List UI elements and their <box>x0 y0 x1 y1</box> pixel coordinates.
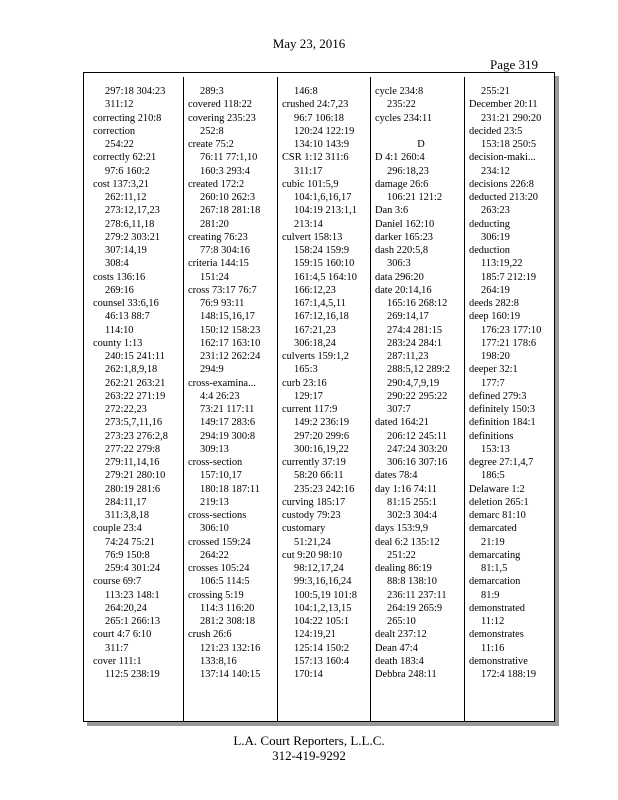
index-page-refs: 306:18,24 <box>294 337 336 349</box>
index-entry: death 183:4 <box>375 655 424 667</box>
index-page-refs: 306:3 <box>387 258 411 270</box>
index-entry: dated 164:21 <box>375 417 429 429</box>
index-page-refs: 172:4 188:19 <box>481 669 537 680</box>
index-page-refs: 264:20,24 <box>105 602 147 614</box>
index-page-refs: 267:18 281:18 <box>200 205 261 217</box>
index-page-refs: 104:22 105:1 <box>294 616 350 627</box>
index-page-refs: 165:16 268:12 <box>387 298 448 309</box>
index-entry: deducted 213:20 <box>469 192 538 203</box>
index-entry: decision-maki... <box>469 152 536 164</box>
index-entry: counsel 33:6,16 <box>93 298 159 309</box>
index-page-refs: 274:4 281:15 <box>387 324 443 336</box>
index-page-refs: 124:19,21 <box>294 629 336 641</box>
index-page-refs: 287:11,23 <box>387 351 429 362</box>
index-entry: deal 6:2 135:12 <box>375 536 440 548</box>
index-page-refs: 180:18 187:11 <box>200 483 260 495</box>
index-page-refs: 77:8 304:16 <box>200 245 250 256</box>
index-entry: days 153:9,9 <box>375 523 429 535</box>
index-page-refs: 255:21 <box>481 86 510 97</box>
index-entry: Dan 3:6 <box>375 205 409 217</box>
index-entry: demonstrative <box>469 655 528 667</box>
index-page-refs: 46:13 88:7 <box>105 311 150 323</box>
index-page-refs: 148:15,16,17 <box>200 311 255 323</box>
index-page-refs: 150:12 158:23 <box>200 324 261 336</box>
index-page-refs: 283:24 284:1 <box>387 337 443 349</box>
index-entry: correctly 62:21 <box>93 152 157 164</box>
index-page-refs: 186:5 <box>481 470 505 482</box>
index-column-2 <box>188 85 280 721</box>
index-entry: cover 111:1 <box>93 655 142 667</box>
index-page-refs: 311:3,8,18 <box>105 510 150 521</box>
index-page-refs: 300:16,19,22 <box>294 443 349 455</box>
index-entry: demonstrates <box>469 629 524 641</box>
index-box <box>83 72 555 722</box>
deposition-date: May 23, 2016 <box>272 36 346 51</box>
index-page-refs: 297:20 299:6 <box>294 430 350 442</box>
index-page-refs: 297:18 304:23 <box>105 86 166 97</box>
index-entry: Delaware 1:2 <box>469 483 525 495</box>
index-page-refs: 81:15 255:1 <box>387 496 437 508</box>
index-entry: deduction <box>469 245 510 256</box>
index-page-refs: 157:10,17 <box>200 470 242 482</box>
index-page-refs: 167:12,16,18 <box>294 311 349 323</box>
index-page-refs: 307:7 <box>387 404 411 415</box>
page-number: Page 319 <box>489 57 538 72</box>
index-page-refs: 279:11,14,16 <box>105 457 160 468</box>
index-entry: crush 26:6 <box>188 629 232 641</box>
index-page-refs: 264:22 <box>200 549 229 561</box>
index-page-refs: 265:1 266:13 <box>105 616 161 627</box>
index-entry: culverts 159:1,2 <box>282 351 349 362</box>
index-page-refs: 272:22,23 <box>105 404 147 415</box>
index-page-refs: 273:12,17,23 <box>105 205 160 217</box>
index-entry: CSR 1:12 311:6 <box>282 152 349 164</box>
index-entry: demonstrated <box>469 602 525 614</box>
index-entry: correction <box>93 125 136 137</box>
index-page-refs: 311:17 <box>294 165 323 177</box>
index-page-refs: 104:1,2,13,15 <box>294 602 352 614</box>
index-entry: decided 23:5 <box>469 125 523 137</box>
index-page-refs: 133:8,16 <box>200 655 237 667</box>
index-section-letter: D <box>417 139 425 150</box>
index-entry: deep 160:19 <box>469 311 521 323</box>
index-page-refs: 4:4 26:23 <box>200 390 240 402</box>
index-page-refs: 106:5 114:5 <box>200 576 250 588</box>
index-page-refs: 235:23 242:16 <box>294 483 355 495</box>
index-page-refs: 161:4,5 164:10 <box>294 271 357 283</box>
index-page-refs: 21:19 <box>481 536 505 548</box>
index-page-refs: 262:1,8,9,18 <box>105 364 158 376</box>
index-entry: crushed 24:7,23 <box>282 99 349 111</box>
index-entry: crosses 105:24 <box>188 563 250 574</box>
index-entry: create 75:2 <box>188 139 234 150</box>
index-entry: demarcating <box>469 549 521 561</box>
index-page-refs: 137:14 140:15 <box>200 669 261 680</box>
index-page-refs: 288:5,12 289:2 <box>387 364 450 376</box>
index-entry: decisions 226:8 <box>469 178 534 190</box>
index-entry: deletion 265:1 <box>469 496 529 508</box>
index-page-refs: 235:22 <box>387 99 416 111</box>
index-page-refs: 160:3 293:4 <box>200 165 250 177</box>
index-entry: cubic 101:5,9 <box>282 178 339 190</box>
index-page-refs: 273:23 276:2,8 <box>105 430 168 442</box>
index-page-refs: 309:13 <box>200 443 229 455</box>
index-entry: damage 26:6 <box>375 178 429 190</box>
index-page-refs: 263:22 271:19 <box>105 390 166 402</box>
index-page-refs: 236:11 237:11 <box>387 589 447 601</box>
index-page-refs: 262:21 263:21 <box>105 377 166 389</box>
index-page-refs: 104:19 213:1,1 <box>294 205 357 217</box>
index-column-3 <box>282 85 374 721</box>
index-entry: cost 137:3,21 <box>93 178 149 190</box>
index-page-refs: 306:10 <box>200 523 229 535</box>
index-page-refs: 206:12 245:11 <box>387 430 447 442</box>
index-entry: cross-examina... <box>188 377 256 389</box>
index-page-refs: 121:23 132:16 <box>200 642 261 654</box>
index-page-refs: 134:10 143:9 <box>294 139 350 150</box>
index-entry: darker 165:23 <box>375 231 433 243</box>
index-page-refs: 170:14 <box>294 669 323 680</box>
index-entry: D 4:1 260:4 <box>375 152 425 164</box>
index-entry: cycle 234:8 <box>375 86 424 97</box>
index-entry: degree 27:1,4,7 <box>469 457 534 468</box>
index-page-refs: 277:22 279:8 <box>105 443 161 455</box>
index-page-refs: 281:20 <box>200 218 229 230</box>
index-entry: county 1:13 <box>93 337 143 349</box>
index-page-refs: 114:10 <box>105 324 134 336</box>
index-page-refs: 306:16 307:16 <box>387 457 448 468</box>
index-page-refs: 76:11 77:1,10 <box>200 152 258 164</box>
index-page-refs: 290:22 295:22 <box>387 390 448 402</box>
index-page-refs: 167:21,23 <box>294 324 336 336</box>
index-entry: definitely 150:3 <box>469 404 536 415</box>
index-entry: created 172:2 <box>188 178 245 190</box>
index-page-refs: 264:19 <box>481 284 510 296</box>
index-entry: Daniel 162:10 <box>375 218 435 230</box>
index-page-refs: 234:12 <box>481 165 510 177</box>
index-entry: definitions <box>469 430 514 442</box>
index-page-refs: 11:16 <box>481 642 505 654</box>
index-entry: deeper 32:1 <box>469 364 518 376</box>
index-entry: correcting 210:8 <box>93 112 162 124</box>
index-page-refs: 11:12 <box>481 616 505 627</box>
index-entry: dealt 237:12 <box>375 629 427 641</box>
index-page-refs: 265:10 <box>387 616 416 627</box>
index-entry: criteria 144:15 <box>188 258 249 270</box>
index-page-refs: 149:2 236:19 <box>294 417 350 429</box>
index-page-refs: 104:1,6,16,17 <box>294 192 352 203</box>
index-entry: cross 73:17 76:7 <box>188 284 257 296</box>
index-entry: date 20:14,16 <box>375 284 432 296</box>
index-entry: December 20:11 <box>469 99 538 111</box>
index-entry: demarcation <box>469 576 521 588</box>
index-page-refs: 269:14,17 <box>387 311 429 323</box>
index-entry: Dean 47:4 <box>375 642 418 654</box>
index-page-refs: 112:5 238:19 <box>105 669 160 680</box>
index-page-refs: 252:8 <box>200 125 224 137</box>
index-entry: covered 118:22 <box>188 99 252 111</box>
index-entry: couple 23:4 <box>93 523 142 535</box>
index-page-refs: 263:23 <box>481 205 510 217</box>
index-entry: currently 37:19 <box>282 457 346 468</box>
index-entry: cut 9:20 98:10 <box>282 549 343 561</box>
index-page-refs: 289:3 <box>200 86 224 97</box>
index-page-refs: 158:24 159:9 <box>294 245 350 256</box>
index-page-refs: 120:24 122:19 <box>294 125 355 137</box>
index-entry: custody 79:23 <box>282 510 341 521</box>
index-page-refs: 251:22 <box>387 549 416 561</box>
index-entry: creating 76:23 <box>188 231 248 243</box>
index-page-refs: 281:2 308:18 <box>200 616 256 627</box>
index-page-refs: 129:17 <box>294 390 323 402</box>
index-page-refs: 231:21 290:20 <box>481 112 542 124</box>
index-page-refs: 294:19 300:8 <box>200 430 256 442</box>
index-entry: day 1:16 74:11 <box>375 483 437 495</box>
index-page-refs: 278:6,11,18 <box>105 218 155 230</box>
index-entry: demarcated <box>469 523 517 535</box>
index-page-refs: 280:19 281:6 <box>105 483 161 495</box>
index-page-refs: 167:1,4,5,11 <box>294 298 346 309</box>
index-page-refs: 306:19 <box>481 231 510 243</box>
index-page-refs: 100:5,19 101:8 <box>294 589 357 601</box>
index-page-refs: 247:24 303:20 <box>387 443 448 455</box>
reporter-phone: 312-419-9292 <box>272 748 346 763</box>
index-page-refs: 166:12,23 <box>294 284 336 296</box>
index-page-refs: 219:13 <box>200 496 229 508</box>
index-page-refs: 114:3 116:20 <box>200 602 255 614</box>
index-page-refs: 58:20 66:11 <box>294 470 344 482</box>
index-page-refs: 185:7 212:19 <box>481 271 537 283</box>
index-page-refs: 73:21 117:11 <box>200 404 255 415</box>
index-page-refs: 146:8 <box>294 86 318 97</box>
index-page-refs: 264:19 265:9 <box>387 602 443 614</box>
index-page-refs: 311:12 <box>105 99 134 111</box>
index-page-refs: 165:3 <box>294 364 318 376</box>
index-page-refs: 311:7 <box>105 642 129 654</box>
index-page-refs: 213:14 <box>294 218 323 230</box>
index-page-refs: 76:9 150:8 <box>105 549 150 561</box>
index-page-refs: 294:9 <box>200 364 224 376</box>
index-page-refs: 51:21,24 <box>294 536 331 548</box>
index-page-refs: 125:14 150:2 <box>294 642 350 654</box>
index-entry: deeds 282:8 <box>469 298 519 309</box>
index-page-refs: 177:7 <box>481 377 505 389</box>
index-page-refs: 254:22 <box>105 139 134 150</box>
index-page-refs: 149:17 283:6 <box>200 417 256 429</box>
index-page-refs: 308:4 <box>105 258 129 270</box>
index-entry: defined 279:3 <box>469 390 527 402</box>
index-page-refs: 113:19,22 <box>481 258 523 270</box>
index-entry: court 4:7 6:10 <box>93 629 152 641</box>
index-page-refs: 290:4,7,9,19 <box>387 377 440 389</box>
index-page-refs: 279:2 303:21 <box>105 231 161 243</box>
index-entry: data 296:20 <box>375 271 424 283</box>
index-page-refs: 98:12,17,24 <box>294 563 344 574</box>
index-entry: dash 220:5,8 <box>375 245 429 256</box>
index-page-refs: 284:11,17 <box>105 496 147 508</box>
index-page-refs: 296:18,23 <box>387 165 429 177</box>
index-page-refs: 177:21 178:6 <box>481 337 537 349</box>
index-page-refs: 157:13 160:4 <box>294 655 350 667</box>
index-page-refs: 151:24 <box>200 271 229 283</box>
index-page-refs: 262:11,12 <box>105 192 147 203</box>
index-page-refs: 153:13 <box>481 443 510 455</box>
index-entry <box>375 125 467 138</box>
index-page-refs: 153:18 250:5 <box>481 139 537 150</box>
index-page-refs: 106:21 121:2 <box>387 192 443 203</box>
index-page-refs: 97:6 160:2 <box>105 165 150 177</box>
index-page-refs: 113:23 148:1 <box>105 589 160 601</box>
index-entry: deducting <box>469 218 510 230</box>
index-page-refs: 74:24 75:21 <box>105 536 155 548</box>
index-page-refs: 231:12 262:24 <box>200 351 261 362</box>
index-entry: course 69:7 <box>93 576 142 588</box>
index-page-refs: 240:15 241:11 <box>105 351 165 362</box>
index-entry: current 117:9 <box>282 404 338 415</box>
index-entry: culvert 158:13 <box>282 231 343 243</box>
index-page-refs: 302:3 304:4 <box>387 510 437 521</box>
index-entry: demarc 81:10 <box>469 510 526 521</box>
index-page-refs: 76:9 93:11 <box>200 298 245 309</box>
index-entry: costs 136:16 <box>93 271 146 283</box>
index-entry: covering 235:23 <box>188 112 256 124</box>
index-entry: crossing 5:19 <box>188 589 244 601</box>
index-entry: cycles 234:11 <box>375 112 433 124</box>
index-column-4 <box>375 85 467 721</box>
index-page-refs: 81:1,5 <box>481 563 508 574</box>
index-column-5 <box>469 85 561 721</box>
index-entry: dealing 86:19 <box>375 563 432 574</box>
index-entry: cross-section <box>188 457 243 468</box>
index-column-1 <box>93 85 185 721</box>
index-entry: customary <box>282 523 326 535</box>
index-page-refs: 269:16 <box>105 284 134 296</box>
index-entry: curb 23:16 <box>282 377 327 389</box>
index-page-refs: 307:14,19 <box>105 245 147 256</box>
index-page-refs: 99:3,16,16,24 <box>294 576 352 588</box>
index-entry: dates 78:4 <box>375 470 418 482</box>
index-entry: Debbra 248:11 <box>375 669 437 680</box>
index-page-refs: 88:8 138:10 <box>387 576 437 588</box>
reporter-company: L.A. Court Reporters, L.L.C. <box>233 733 385 748</box>
index-page-refs: 273:5,7,11,16 <box>105 417 163 429</box>
index-page-refs: 259:4 301:24 <box>105 563 161 574</box>
index-entry: definition 184:1 <box>469 417 536 429</box>
index-page-refs: 260:10 262:3 <box>200 192 256 203</box>
index-page-refs: 279:21 280:10 <box>105 470 166 482</box>
index-page-refs: 159:15 160:10 <box>294 258 355 270</box>
index-page-refs: 176:23 177:10 <box>481 324 542 336</box>
index-entry: curving 185:17 <box>282 496 346 508</box>
index-page-refs: 96:7 106:18 <box>294 112 344 124</box>
index-entry: cross-sections <box>188 510 247 521</box>
index-entry: crossed 159:24 <box>188 536 251 548</box>
index-page-refs: 162:17 163:10 <box>200 337 261 349</box>
index-page-refs: 81:9 <box>481 589 500 601</box>
index-page-refs: 198:20 <box>481 351 510 362</box>
